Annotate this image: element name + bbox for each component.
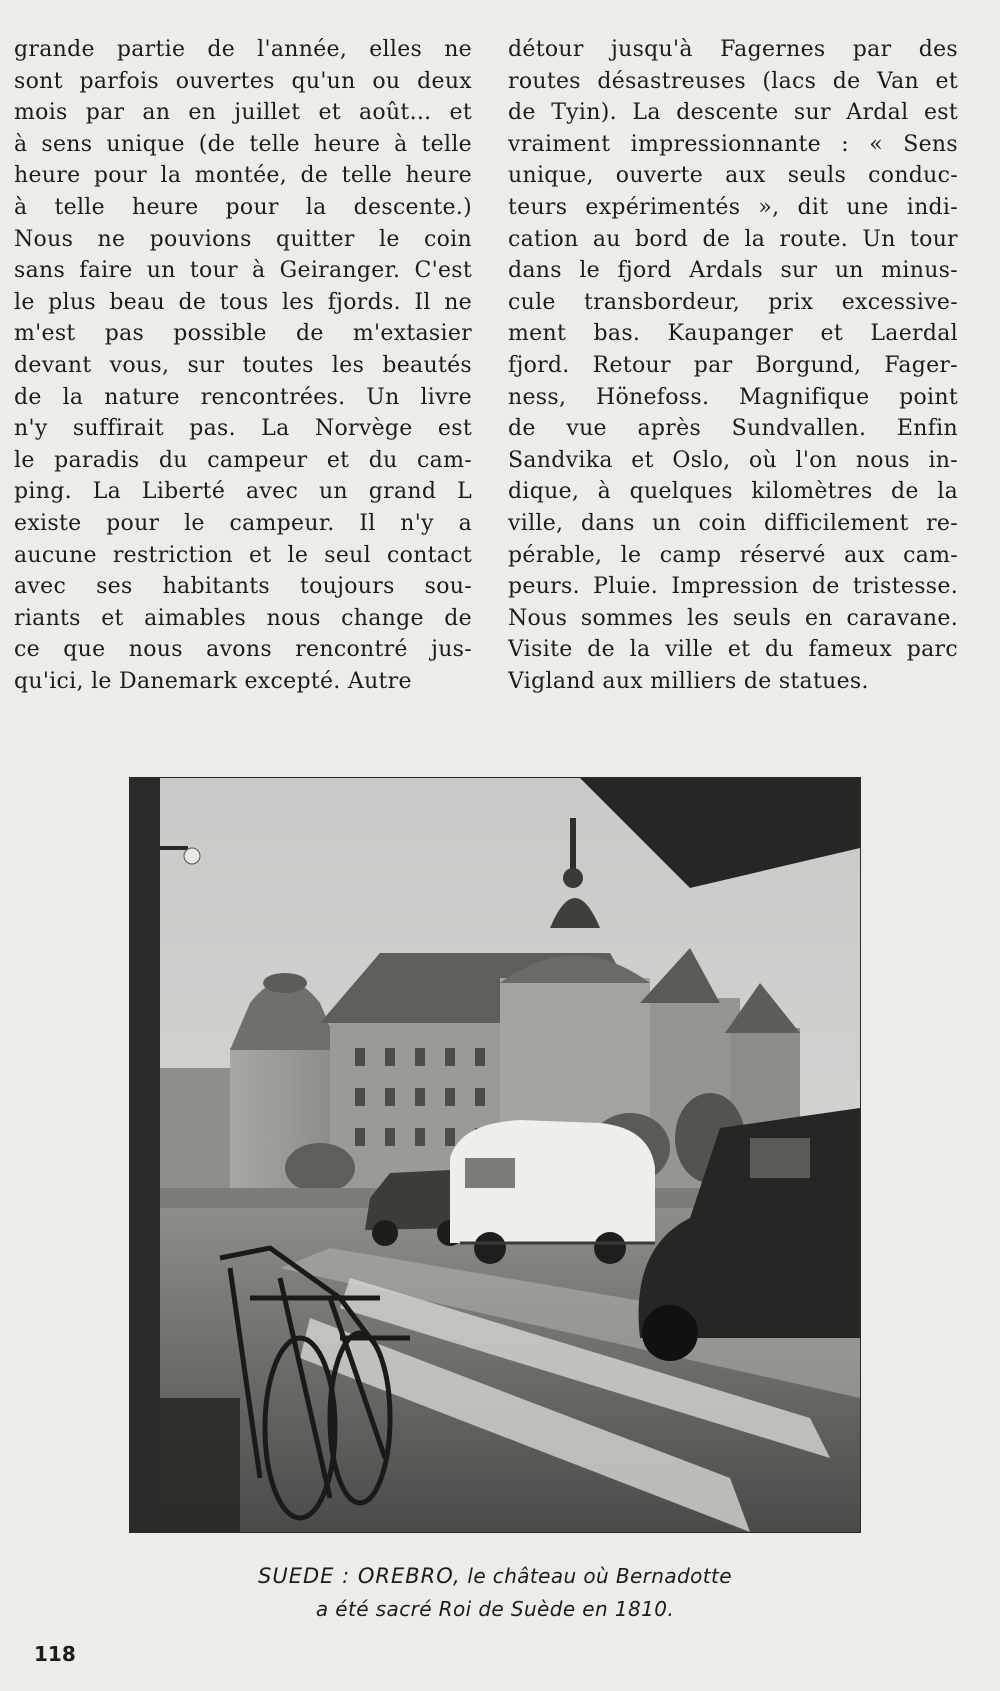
text-column-right xyxy=(508,34,958,697)
text-line: existe pour le campeur. Il n'y a xyxy=(14,510,472,536)
page-number: 118 xyxy=(34,1642,76,1666)
caption-line-1 xyxy=(130,1560,860,1593)
text-line: ness, Hönefoss. Magnifique point xyxy=(508,384,958,410)
text-line: ment bas. Kaupanger et Laerdal xyxy=(508,321,958,347)
text-line: mois par an en juillet et août... et xyxy=(14,100,472,126)
text-line: dique, à quelques kilomètres de la xyxy=(508,479,958,505)
text-line: avec ses habitants toujours sou- xyxy=(14,574,472,600)
text-line: riants et aimables nous change de xyxy=(14,605,472,631)
text-line: sont parfois ouvertes qu'un ou deux xyxy=(14,68,472,94)
text-line: Sandvika et Oslo, où l'on nous in- xyxy=(508,447,958,473)
photo-illustration xyxy=(130,778,860,1532)
text-line: qu'ici, le Danemark excepté. Autre xyxy=(14,668,412,694)
photo-orebro-castle xyxy=(130,778,860,1532)
text-line: sans faire un tour à Geiranger. C'est xyxy=(14,258,472,284)
caravan-shape xyxy=(450,1120,655,1264)
photo-caption xyxy=(130,1560,860,1626)
text-line: de vue après Sundvallen. Enfin xyxy=(508,416,958,442)
text-line: ce que nous avons rencontré jus- xyxy=(14,637,472,663)
caption-place: SUEDE : OREBRO, xyxy=(258,1564,461,1588)
text-line: Vigland aux milliers de statues. xyxy=(508,668,869,694)
text-line: le paradis du campeur et du cam- xyxy=(14,447,472,473)
text-line: routes désastreuses (lacs de Van et xyxy=(508,68,958,94)
text-line: ville, dans un coin difficilement re- xyxy=(508,510,958,536)
text-line: le plus beau de tous les fjords. Il ne xyxy=(14,289,472,315)
text-line: ping. La Liberté avec un grand L xyxy=(14,479,472,505)
text-line: grande partie de l'année, elles ne xyxy=(14,37,472,62)
caption-text-1: le château où Bernadotte xyxy=(460,1564,732,1588)
text-line: teurs expérimentés », dit une indi- xyxy=(508,194,958,220)
text-line: de la nature rencontrées. Un livre xyxy=(14,384,472,410)
text-line: peurs. Pluie. Impression de tristesse. xyxy=(508,574,958,600)
text-line: Visite de la ville et du fameux parc xyxy=(508,637,958,663)
text-line: cation au bord de la route. Un tour xyxy=(508,226,958,252)
text-line: heure pour la montée, de telle heure xyxy=(14,163,472,189)
text-line: de Tyin). La descente sur Ardal est xyxy=(508,100,958,126)
text-column-left xyxy=(14,34,472,697)
text-line: cule transbordeur, prix excessive- xyxy=(508,289,958,315)
text-line: dans le fjord Ardals sur un minus- xyxy=(508,258,958,284)
text-line: à sens unique (de telle heure à telle xyxy=(14,131,472,157)
text-line: aucune restriction et le seul contact xyxy=(14,542,472,568)
text-line: à telle heure pour la descente.) xyxy=(14,194,472,220)
text-line: fjord. Retour par Borgund, Fager- xyxy=(508,352,958,378)
caption-line-2: a été sacré Roi de Suède en 1810. xyxy=(315,1597,675,1621)
text-line: pérable, le camp réservé aux cam- xyxy=(508,542,958,568)
text-line: unique, ouverte aux seuls conduc- xyxy=(508,163,958,189)
text-line: vraiment impressionnante : « Sens xyxy=(508,131,958,157)
text-line: Nous sommes les seuls en caravane. xyxy=(508,605,958,631)
text-line: n'y suffirait pas. La Norvège est xyxy=(14,416,472,442)
text-line: m'est pas possible de m'extasier xyxy=(14,321,472,347)
text-line: Nous ne pouvions quitter le coin xyxy=(14,226,472,252)
text-line: détour jusqu'à Fagernes par des xyxy=(508,37,958,62)
text-line: devant vous, sur toutes les beautés xyxy=(14,352,472,378)
